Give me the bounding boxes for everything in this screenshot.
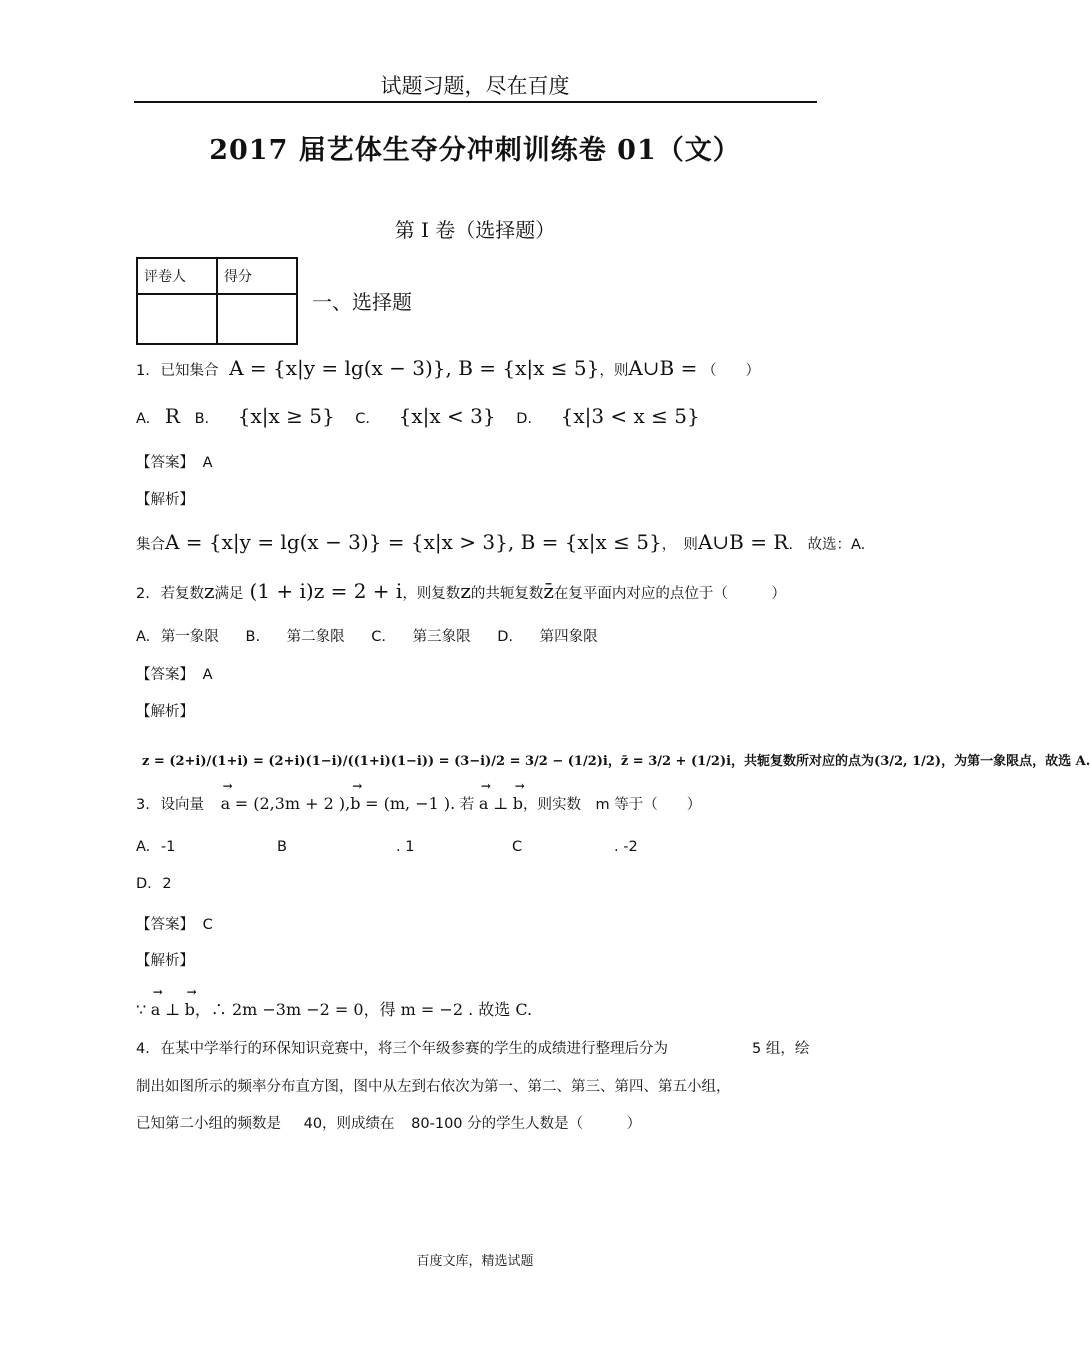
q2-option-a: 第一象限 — [160, 629, 219, 645]
q1-option-a-label: A. — [136, 411, 151, 427]
question-4-line-1 — [136, 1037, 668, 1058]
q1-sol-formula: A = {x|y = lg(x − 3)} = {x|x > 3}, B = {x|x ≤ 5} — [165, 530, 662, 554]
q1-number: 1. — [136, 363, 150, 379]
q2-z-2: z — [460, 579, 471, 603]
q1-option-d: {x|3 < x ≤ 5} — [560, 404, 700, 428]
q3-sol-perp: ⊥ — [164, 1000, 180, 1019]
question-2-options — [136, 625, 598, 646]
page-footer: 百度文库，精选试题 — [416, 1254, 534, 1269]
q2-stem-d: 的共轭复数 — [470, 586, 544, 602]
q3-sol-vector-a: → a — [151, 1000, 161, 1019]
q1-answer: A — [202, 455, 213, 471]
q3-perp-a: → a — [479, 794, 489, 813]
q3-number: 3. — [136, 797, 150, 813]
q3-option-d-wrap — [136, 876, 172, 892]
q2-solution: z = (2+i)/(1+i) = (2+i)(1−i)/((1+i)(1−i)) = (3−i)/2 = 3/2 − (1/2)i，z̄ = 3/2 + (1/2)i，共轭复数所对应的点为(3/2, 1/2)，为第一象限点，故选 A. — [142, 754, 1090, 769]
q1-union: A∪B = — [628, 356, 698, 380]
q2-z: z — [203, 579, 215, 603]
q4-line1: 在某中学举行的环保知识竞赛中，将三个年级参赛的学生的成绩进行整理后分为 — [160, 1041, 668, 1057]
score-cell — [217, 294, 297, 344]
q3-sol-text: ，∴ 2m −3m −2 = 0，得 m = −2 . 故选 C. — [194, 1000, 533, 1019]
q2-option-c-label: C. — [371, 629, 387, 645]
q1-option-b-label: B. — [194, 411, 210, 427]
q1-analysis-label: 【解析】 — [136, 492, 194, 508]
q2-stem-a: 若复数 — [160, 586, 204, 602]
q3-eq-a: = (2,3m + 2 ), — [234, 794, 351, 813]
q4-line3-c: 80-100 分的学生人数是（ ） — [411, 1116, 642, 1132]
header-rule — [134, 101, 817, 103]
q4-line2: 制出如图所示的频率分布直方图，图中从左到右依次为第一、第二、第三、第四、第五小组， — [136, 1079, 731, 1095]
q1-option-c-label: C. — [355, 411, 371, 427]
q3-option-d-label: D. — [136, 876, 152, 892]
q2-answer-label: 【答案】 — [136, 667, 194, 683]
q3-sol-because: ∵ — [136, 1000, 147, 1019]
q3-vector-a: → a — [221, 794, 231, 813]
q1-answer-label: 【答案】 — [136, 455, 194, 471]
q1-sol-union: A∪B = R — [697, 530, 789, 554]
grader-cell — [137, 294, 217, 344]
q3-stem-b: 若 — [459, 797, 475, 813]
q3-option-b: . 1 — [396, 839, 415, 855]
q4-line3-b: 40，则成绩在 — [303, 1116, 395, 1132]
q3-option-a-wrap — [136, 839, 175, 855]
grader-label: 评卷人 — [137, 258, 217, 294]
q2-answer-line — [136, 663, 213, 684]
q1-solution — [136, 530, 865, 554]
q3-option-c-label: C — [512, 839, 523, 855]
exam-title: 2017 届艺体生夺分冲刺训练卷 01（文） — [209, 135, 741, 166]
q1-option-d-label: D. — [516, 411, 532, 427]
q1-stem-pre: 已知集合 — [160, 363, 219, 379]
q3-option-c: . -2 — [614, 839, 638, 855]
q3-answer-label: 【答案】 — [136, 917, 194, 933]
q2-answer: A — [202, 667, 213, 683]
q3-option-a-label: A. — [136, 839, 151, 855]
q2-stem-e: 在复平面内对应的点位于（ ） — [553, 586, 786, 602]
q3-sol-vector-b: → b — [185, 1000, 195, 1019]
q2-option-c: 第三象限 — [412, 629, 471, 645]
q2-option-d: 第四象限 — [539, 629, 598, 645]
q3-option-d: 2 — [162, 876, 172, 892]
q4-line3-a: 已知第二小组的频数是 — [136, 1116, 281, 1132]
q2-zbar: z̄ — [543, 579, 554, 603]
q1-option-a: R — [164, 404, 180, 428]
q2-formula: (1 + i)z = 2 + i — [249, 579, 403, 603]
q2-analysis-label: 【解析】 — [136, 704, 194, 720]
q1-paren: （ ） — [701, 363, 760, 379]
question-1-stem — [136, 356, 760, 380]
q1-option-b: {x|x ≥ 5} — [237, 404, 335, 428]
q1-sol-mid: ， 则 — [661, 537, 698, 553]
q1-answer-line — [136, 451, 213, 472]
section-title: 一、选择题 — [312, 290, 412, 314]
question-1-options — [136, 404, 700, 428]
q3-stem-c: ，则实数 m 等于（ ） — [522, 797, 702, 813]
q4-number: 4. — [136, 1041, 150, 1057]
q3-vector-b: → b — [350, 794, 360, 813]
score-label: 得分 — [217, 258, 297, 294]
q2-option-a-label: A. — [136, 629, 151, 645]
q3-option-a: -1 — [160, 839, 176, 855]
q3-eq-b: = (m, −1 ). — [365, 794, 456, 813]
grader-table — [136, 257, 298, 345]
q2-stem-c: ，则复数 — [402, 586, 461, 602]
q3-perp-b: → b — [513, 794, 523, 813]
q2-option-b-label: B. — [245, 629, 261, 645]
q1-stem-mid: ，则 — [599, 363, 629, 379]
part-title: 第 I 卷（选择题） — [394, 218, 556, 242]
q3-perp-symbol: ⊥ — [493, 794, 509, 813]
q1-option-c: {x|x < 3} — [398, 404, 496, 428]
q2-number: 2. — [136, 586, 150, 602]
q1-sol-end: . 故选：A. — [788, 537, 866, 553]
q3-option-b-label: B — [277, 839, 287, 855]
q3-answer-line — [136, 913, 213, 934]
question-2-stem — [136, 579, 786, 603]
q3-stem-a: 设向量 — [160, 797, 204, 813]
q1-sol-pre: 集合 — [136, 537, 165, 553]
page-header: 试题习题，尽在百度 — [380, 74, 570, 98]
q3-answer: C — [202, 917, 213, 933]
q2-option-d-label: D. — [497, 629, 514, 645]
q2-stem-b: 满足 — [214, 586, 244, 602]
question-3-stem — [136, 793, 701, 814]
q4-line1-end: 5 组，绘 — [752, 1041, 810, 1057]
question-4-line-3 — [136, 1112, 641, 1133]
q3-solution — [136, 997, 532, 1020]
q1-formula: A = {x|y = lg(x − 3)}, B = {x|x ≤ 5} — [229, 356, 600, 380]
q3-analysis-label: 【解析】 — [136, 953, 194, 969]
q2-option-b: 第二象限 — [286, 629, 345, 645]
